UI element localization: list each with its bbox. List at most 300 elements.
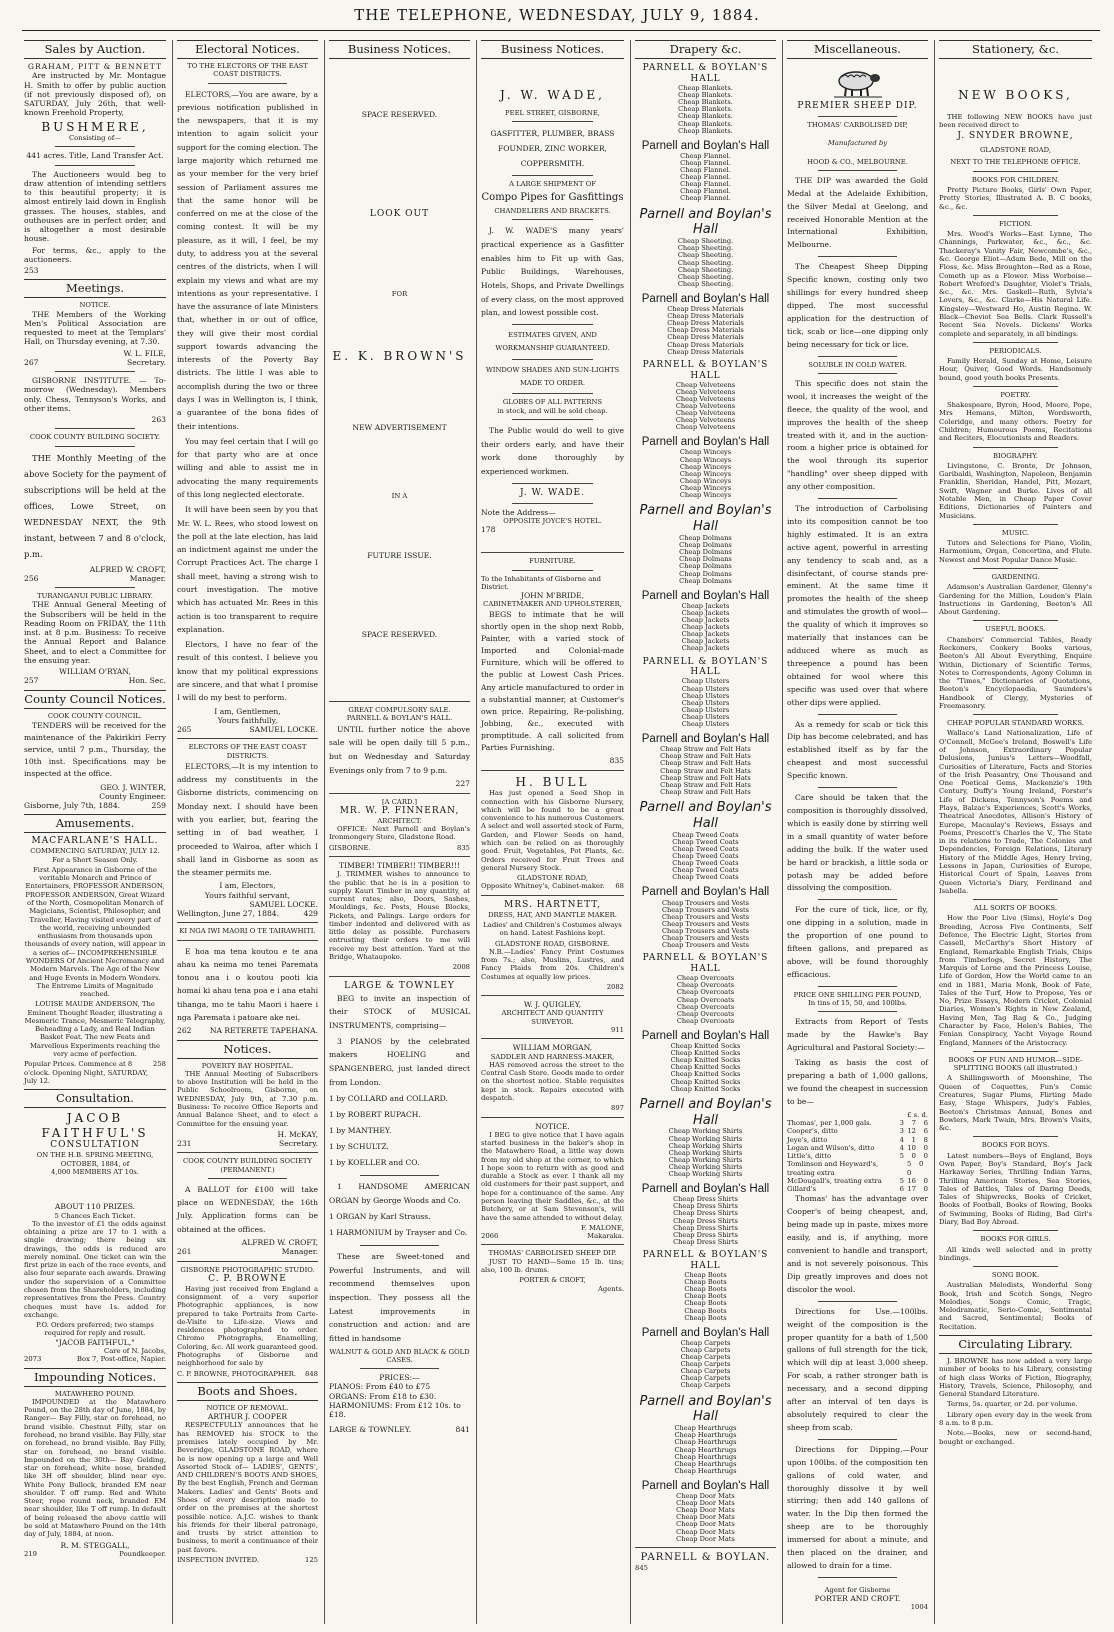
- item-name: Dress Materials: [690, 312, 744, 321]
- photographer-name: C. P. BROWNE: [208, 1273, 287, 1284]
- drapery-items: [635, 1493, 776, 1543]
- item-name: Overcoats: [700, 974, 735, 983]
- cheap-label: Cheap: [684, 1306, 706, 1315]
- item-name: Working Shirts: [692, 1163, 743, 1172]
- item-name: Velveteens: [699, 394, 736, 403]
- pound-title: MATAWHERO POUND.: [54, 1389, 136, 1398]
- item-name: Ulsters: [705, 698, 730, 707]
- cheap-label: Cheap: [684, 1313, 706, 1322]
- ad-number: 219: [24, 1549, 37, 1558]
- item-name: Velveteens: [699, 423, 736, 432]
- cheap-label: Cheap: [674, 1424, 696, 1433]
- globes-stock: in stock, and will be sold cheap.: [497, 406, 608, 415]
- cheap-label: Cheap: [684, 1292, 706, 1301]
- item-name: Sheeting.: [701, 279, 734, 288]
- column-heading: Miscellaneous.: [787, 40, 928, 59]
- drapery-item: [635, 578, 776, 585]
- trade: DRESS, HAT, AND MANTLE MAKER.: [488, 910, 617, 919]
- cheap-label: Cheap: [680, 1338, 702, 1347]
- cheap-label: Cheap: [673, 1230, 695, 1239]
- photo-text: Having just received from England a consignment of a very superior Photographic appliances, is now prepared to take Portraits from Carte-de-Visite to Life-size. Views and residences photographed to order. Chromo Photographs, Enamelling, Coloring, &c. All work guaranteed good. Photographs of Gisborne and neighborhood for sale by: [177, 1284, 318, 1368]
- item-name: Boots: [707, 1285, 727, 1294]
- cheap-label: Cheap: [670, 1084, 692, 1093]
- trade-line: COPPERSMITH.: [520, 159, 585, 169]
- cheap-label: Cheap: [661, 926, 684, 935]
- cheap-label: Cheap: [678, 83, 700, 92]
- cheap-label: Cheap: [675, 394, 698, 403]
- item-name: Working Shirts: [692, 1155, 743, 1164]
- dip-cost: [892, 1144, 928, 1152]
- hartnett-text: Ladies' and Children's Costumes always on hand. Latest Fashions kept.: [483, 920, 622, 938]
- item-name: Door Mats: [699, 1506, 735, 1515]
- cheap-label: Cheap: [673, 1237, 695, 1246]
- dip-paragraph: As a remedy for scab or tick this Dip has become celebrated, and has established itself as by far the cheapest and most successful Specific known.: [787, 719, 928, 781]
- look-out: LOOK OUT: [369, 209, 430, 220]
- item-name: Flannel.: [703, 158, 731, 167]
- hall-heading: Parnell and Boylan's Hall: [641, 886, 770, 899]
- book-section-heading: CHEAP POPULAR STANDARD WORKS.: [947, 719, 1084, 728]
- table-row: [787, 1152, 928, 1160]
- drapery-item: [635, 721, 776, 728]
- wade-text: J. W. WADE'S many years' practical experience as a Gasfitter enables him to Fit up with Gas, Public Buildings, Warehouses, Hotels, Shops, and Private Dwellings of every class, on the most approved plan, and lowest possible cost.: [481, 226, 624, 318]
- cost-s: 10: [907, 1143, 916, 1152]
- compo-pipes: Compo Pipes for Gasfittings: [481, 191, 624, 203]
- item-name: Hearthrugs: [697, 1466, 737, 1475]
- cost-s: 17: [907, 1185, 916, 1194]
- book-section-text: Mrs. Wood's Works—East Lynne, The Channings, Parkwater, &c., &c., &c. Thackeray's Vanity Fair, Newcombe's, &c., &c. George Eliot—Adam Bede, Mill on the Floss, &c. Miss Broughton—Red as a Rose, Cometh up as a Flower. Miss Worboise—Robert Wreford's Daughter, Violet's Trials, &c., &c. Mrs. Gaskell—Ruth, Sylvia's Lovers, &c., &c. Clarke—His Natural Life. Kingsley—Westward Ho, Austin Regina. W. Black—Cheviot Sea Bells. Clark Russell's Recent Sea Novels. Dickens' Works complete and separately, in all bindings.: [939, 230, 1092, 338]
- ad-number: 253: [24, 266, 39, 276]
- cheap-label: Cheap: [681, 637, 704, 646]
- item-name: Blankets.: [701, 105, 733, 114]
- hartnett-name: MRS. HARTNETT,: [504, 899, 601, 910]
- table-row: [787, 1136, 928, 1144]
- section-heading: Meetings.: [24, 279, 166, 298]
- notice-title: POVERTY BAY HOSPITAL.: [201, 1061, 294, 1070]
- library-note: Note.—Books, new or second-hand, bought or exchanged.: [939, 1429, 1092, 1446]
- meeting: ON THE H.B. SPRING MEETING,: [36, 1151, 154, 1160]
- future-issue: FUTURE ISSUE.: [367, 550, 432, 560]
- drapery-items: [635, 382, 776, 432]
- cheap-label: Cheap: [680, 1367, 702, 1376]
- cheap-label: Cheap: [661, 941, 684, 950]
- column-electoral: [172, 40, 322, 1624]
- item-name: Straw and Felt Hats: [683, 780, 751, 789]
- price-line: PIANOS: From £40 to £75: [329, 1382, 431, 1392]
- sale-text: Are instructed by Mr. Montague H. Smith to offer by public auction (if not previously disposed of), on SATURDAY, July 26th, that well-known Freehold Property,: [24, 71, 166, 118]
- cheap-label: Cheap: [672, 873, 694, 882]
- cheap-label: Cheap: [674, 1466, 696, 1475]
- dip-sub: THOMAS' CARBOLISED DIP,: [807, 120, 908, 129]
- cheap-label: Cheap: [667, 319, 689, 328]
- masthead-rule: [22, 30, 1100, 31]
- ad-number: 841: [455, 1425, 470, 1435]
- item-name: Overcoats: [700, 981, 735, 990]
- sale-text: UNTIL further notice the above sale will be open daily till 5 p.m., but on Wednesday and Saturday Evenings only from 7 to 9 p.m.: [329, 724, 470, 775]
- drapery-item: [635, 492, 776, 499]
- morgan-name: WILLIAM MORGAN,: [512, 1043, 593, 1053]
- role: Makaraka.: [587, 1232, 624, 1241]
- cheap-label: Cheap: [670, 1070, 692, 1079]
- dip-name: McDougall's, treating extra: [787, 1176, 882, 1185]
- cost-s: 0: [919, 1160, 924, 1169]
- cheap-label: Cheap: [681, 684, 704, 693]
- box-address: Box 7, Post-office, Napier.: [76, 1355, 166, 1364]
- card-label: [A CARD.]: [382, 797, 417, 806]
- book-section-text: Australian Melodists, Wonderful Song Book, Irish and Scotch Songs, Negro Melodies, Songs Comic, Tragic, Melodramatic, Serio-Comic, Sentimental and Sacred, Sentimental; Books of Recitation.: [939, 1281, 1092, 1331]
- role: Manager.: [281, 1247, 318, 1257]
- cheap-label: Cheap: [676, 1499, 698, 1508]
- cheap-label: Cheap: [678, 98, 700, 107]
- cost-d: 0: [907, 1168, 912, 1177]
- timber-text: J. TRIMMER wishes to announce to the public that he is in a position to supply Kauri Timber in any quantity, at current rates; also, Doors, Sashes, Mouldings, &c. Posts, House Blocks, Pickets, and Palings. Large orders for timber indented and delivered with as little delay as possible. Purchasers entrusting their orders to me will receive my best attention. Yard at the Bridge, Whataupoko.: [329, 870, 470, 962]
- cheap-label: Cheap: [672, 852, 694, 861]
- ad-number: 258: [153, 1060, 166, 1069]
- cheap-label: Cheap: [681, 677, 704, 686]
- cheap-label: Cheap: [675, 402, 698, 411]
- book-section-text: Livingstone, C. Bronte, Dr Johnson, Garibaldi, Washington, Napoleon, Benjamin Franklin, Sheridan, Handel, Pitt, Mozart, Swift, Wagner and Burke. Lives of all Notable Men, in Cheap Paper Cover Editions, Dictionaries of Painters and Musicians.: [939, 461, 1092, 520]
- ballot-text: A BALLOT for £100 will take place on WEDNESDAY, the 16th July. Application forms can be obtained at the offices.: [177, 1184, 318, 1234]
- cheap-label: Cheap: [679, 484, 702, 493]
- item-name: Overcoats: [700, 1002, 735, 1011]
- item-name: Jackets: [705, 608, 730, 617]
- cheap-label: Cheap: [674, 1445, 696, 1454]
- item-name: Jackets: [705, 637, 730, 646]
- cheap-label: Cheap: [681, 630, 704, 639]
- ad-number: 231: [177, 1139, 192, 1149]
- hall-heading-script: Parnell and Boylan's Hall: [639, 1096, 772, 1128]
- cost-d: 6: [923, 1127, 928, 1136]
- dip-cost-table: [787, 1119, 928, 1194]
- cheap-label: Cheap: [660, 766, 682, 775]
- library-terms: Terms, 5s. quarter, or 2d. per volume.: [947, 1400, 1078, 1409]
- item-name: Hearthrugs: [697, 1459, 737, 1468]
- notice-title: KI NGA IWI MAORI O TE TAIRAWHITI.: [179, 927, 316, 936]
- cheap-label: Cheap: [678, 126, 700, 135]
- cheap-label: Cheap: [679, 455, 702, 464]
- dip-cost: [892, 1185, 928, 1193]
- item-name: Dress Shirts: [696, 1237, 738, 1246]
- book-section-text: Wallace's Land Nationalization, Life of O'Connell, McGee's Ireland, Boswell's Life of Johnson, Extraordinary Popular Delusions, Junius's Letters—Woodfall, Curiosities of Literature, Facts and Stories of the Irish Peasantry, One Thousand and One Poetical Gems, Mackenzie's 19th Century, Duffy's Young Ireland, Forster's Life of Dickens, Tennyson's Poems and Plays, Balzac's Experiences, Scott's Works, Theatrical Anecdotes, Allison's History of Europe, Macaulay's Reviews, Essays and Poems, Prescott's Charles the V., The State in its relations to Trade, The Colonies and Dependencies, Foreign Relations, Literary History of the Middle Ages, Henry Irving, Lessons in Japan, Curiosities of Europe, Historical Court of Spain, Leaves from Queen Victoria's Diary, Ferdinand and Isabella.: [939, 729, 1092, 895]
- item-name: Straw and Felt Hats: [683, 745, 751, 754]
- hall-heading: Parnell and Boylan's Hall: [641, 1183, 770, 1196]
- signature: ALFRED W. CROFT,: [89, 564, 166, 574]
- ad-number: 845: [635, 1563, 648, 1572]
- item-name: Door Mats: [699, 1492, 735, 1500]
- item-name: Tweed Coats: [695, 859, 739, 868]
- address-paragraph: It will have been seen by you that Mr. W. L. Rees, who stood lowest on the poll at the late election, has laid an indictment against me under the Corrupt Practices Act. The charge I shall meet, having a strong wish to court investigation. The motive which has actuated Mr. Rees in this action is too transparent to require explanation.: [177, 505, 318, 634]
- drapery-item: [635, 1239, 776, 1246]
- drapery-items: [635, 1340, 776, 1390]
- role: ARCHITECT.: [377, 816, 422, 825]
- book-section-heading: FICTION.: [998, 219, 1033, 228]
- hall-heading: Parnell and Boylan's Hall: [641, 1326, 770, 1339]
- item-name: Boots: [707, 1306, 727, 1315]
- cost-d: 0: [923, 1176, 928, 1185]
- ad-number: 2066: [481, 1232, 499, 1241]
- book-section-heading: ALL SORTS OF BOOKS.: [973, 904, 1058, 913]
- drapery-item: [635, 874, 776, 881]
- cheap-label: Cheap: [680, 180, 702, 189]
- item-name: Winceys: [703, 469, 732, 478]
- drapery-item: [635, 645, 776, 652]
- society-text: THE Monthly Meeting of the above Society for the payment of subscriptions will be held at the offices, Lowe Street, on WEDNESDAY NEXT, the 9th instant, between 7 and 8 o'clock, p.m.: [24, 452, 166, 559]
- item-name: Boots: [707, 1278, 727, 1287]
- dip-paragraph: For the cure of tick, lice, or fly, one dipping in a solution, made in the proportion of one pound to fifteen gallons, and prepared as above, will be found thoroughly efficacious.: [787, 905, 928, 979]
- cheap-label: Cheap: [676, 1527, 698, 1536]
- book-sections: [939, 171, 1092, 1331]
- book-section-heading: USEFUL BOOKS.: [985, 625, 1046, 634]
- cheap-label: Cheap: [681, 623, 704, 632]
- pianos: 3 PIANOS by the celebrated makers HOELING and SPANGENBERG, just landed direct from London.: [329, 1036, 470, 1087]
- cheap-label: Cheap: [680, 1360, 702, 1369]
- cheap-label: Cheap: [678, 105, 700, 114]
- drapery-items: [635, 832, 776, 882]
- prizes: ABOUT 110 PRIZES.: [54, 1202, 136, 1212]
- item-name: Dolmans: [702, 533, 732, 542]
- ad-number: 2082: [606, 982, 624, 991]
- dip-paragraph: Thomas' has the advantage over Cooper's of being cheapest, and, being made up in paste, mixes more easily, and is, if anything, more convenient to handle and transport, and is not severely poisonous. This Dip greatly improves and does not discolor the wool.: [787, 1194, 928, 1294]
- drapery-items: [635, 900, 776, 950]
- closing: I am, Gentlemen,: [214, 706, 281, 716]
- trade-line: FOUNDER, ZINC WORKER,: [498, 144, 607, 154]
- book-section-text: Adamson's Australian Gardener, Glenny's Gardening for the Million, Loudon's Plain Instructions in Gardening, Beeton's All About Gardening.: [939, 583, 1092, 617]
- book-section-text: Pretty Picture Books, Girls' Own Paper, Pretty Stories, Illustrated A. B. C books, &c., &c.: [939, 186, 1092, 211]
- chandeliers: CHANDELIERS AND BRACKETS.: [494, 206, 611, 215]
- item-name: Sheeting.: [701, 265, 734, 274]
- table-header: £ s. d.: [907, 1110, 928, 1119]
- drapery-items: [635, 449, 776, 499]
- furniture-to: To the Inhabitants of Gisborne and District.: [481, 574, 602, 591]
- cheap-label: Cheap: [684, 1270, 706, 1279]
- cost-s: 16: [907, 1176, 916, 1185]
- cheap-label: Cheap: [676, 1016, 699, 1025]
- item-name: Dolmans: [702, 562, 732, 571]
- signature: PORTER AND CROFT.: [814, 1594, 901, 1604]
- date: Gisborne, July 7th, 1884.: [24, 801, 121, 811]
- sale-acres: 441 acres. Title, Land Transfer Act.: [26, 151, 164, 161]
- item-name: Door Mats: [699, 1527, 735, 1536]
- item-name: Hearthrugs: [697, 1438, 737, 1447]
- hall-heading-caps: PARNELL & BOYLAN'S HALL: [642, 953, 769, 975]
- architect-name: MR. W. P. FINNERAN,: [339, 805, 460, 816]
- dip-paragraph: The introduction of Carbolising into its composition cannot be too highly estimated. It is an extra active agent, powerful in arresting any tendency to scab and, as a disinfectant, of course stands pre-eminent. At the same time it promotes the health of the sheep and stimulates the growth of wool—the quality of which it improves so materially that instances can be adduced where as much as threepence a pound has been obtained for wool where this specific was used over that where other dips were applied.: [787, 504, 928, 707]
- item-name: Winceys: [703, 476, 732, 485]
- book-section-text: Chambers' Commercial Tables, Ready Reckoners, Cookery Books various, Beeton's All About Everything, Enquire Within, Dictionary of Scientific Terms, Notes to Correspondents, Agony Column in the "Times," Dictionaries of Quotations, Beeton's Encyclopaedia, Saunders's Handbook of Clergy, Mysteries of Freemasonry.: [939, 635, 1092, 710]
- cheap-label: Cheap: [678, 119, 700, 128]
- masthead: THE TELEPHONE, WEDNESDAY, JULY 9, 1884.: [354, 6, 760, 24]
- hall-heading: Parnell and Boylan's Hall: [641, 1479, 770, 1492]
- browne-name: J. SNYDER BROWNE,: [957, 131, 1074, 142]
- cheap-label: Cheap: [680, 1345, 702, 1354]
- cheap-label: Cheap: [676, 1506, 698, 1515]
- notice-title: GISBORNE PHOTOGRAPHIC STUDIO.: [180, 1265, 315, 1274]
- book-section-heading: BIOGRAPHY.: [993, 451, 1038, 460]
- cheap-label: Cheap: [667, 312, 689, 321]
- signature: PARNELL & BOYLAN.: [640, 1551, 771, 1563]
- drapery-list: [635, 63, 776, 1543]
- meeting-text: THE Members of the Working Men's Political Association are requested to meet at the Templars' Hall, on Thursday evening, at 7.30.: [24, 309, 166, 347]
- cheap-label: Cheap: [675, 380, 698, 389]
- cheap-label: Cheap: [680, 173, 702, 182]
- cheap-label: Cheap: [660, 780, 682, 789]
- notice-title: ELECTORS OF THE EAST COAST DISTRICTS.: [188, 743, 307, 760]
- item-name: Working Shirts: [692, 1170, 743, 1179]
- notice-title: TO THE ELECTORS OF THE EAST COAST DISTRICTS.: [187, 62, 308, 79]
- section-heading: County Council Notices.: [24, 690, 166, 709]
- item-name: Hearthrugs: [697, 1424, 737, 1433]
- cheap-label: Cheap: [679, 476, 702, 485]
- cheap-label: Cheap: [684, 1299, 706, 1308]
- column-sales-meetings: [20, 40, 170, 1624]
- table-row: [787, 1119, 928, 1127]
- ad-number: 68: [615, 882, 624, 891]
- ad-number: 267: [24, 357, 39, 367]
- wade-name: J. W. WADE,: [500, 88, 605, 103]
- item-name: Hearthrugs: [697, 1445, 737, 1454]
- ad-number: 261: [177, 1247, 192, 1257]
- address-paragraph: Electors, I have no fear of the result of this contest. I believe you know that my political expressions are sincere, and that what I promise I will do my best to perform.: [177, 640, 318, 703]
- manufactured: Manufactured by: [827, 139, 888, 148]
- item-name: Carpets: [704, 1360, 731, 1369]
- drapery-items: [635, 1043, 776, 1093]
- cost-d: 6: [923, 1118, 928, 1127]
- item-name: Dress Materials: [690, 326, 744, 335]
- cheap-label: Cheap: [684, 1285, 706, 1294]
- dip-cost: [892, 1119, 928, 1127]
- cheap-label: Cheap: [681, 644, 704, 653]
- drapery-item: [635, 1018, 776, 1025]
- closing: Yours faithful servant,: [204, 890, 291, 900]
- dip-paragraph: THE DIP was awarded the Gold Medal at the Adelaide Exhibition, the Silver Medal at Geelong, and received Honorable Mention at the International Exhibition, Melbourne.: [787, 175, 928, 250]
- library-open: Library open every day in the week from 8 a.m. to 8 p.m.: [939, 1410, 1092, 1428]
- item-name: Tweed Coats: [695, 866, 739, 875]
- cheap-label: Cheap: [670, 1077, 692, 1086]
- road: GLADSTONE ROAD,: [979, 146, 1052, 155]
- hall-heading-caps: PARNELL & BOYLAN'S HALL: [642, 63, 769, 84]
- drapery-item: [635, 1171, 776, 1178]
- bootmaker-name: ARTHUR J. COOPER: [207, 1412, 288, 1422]
- cheap-label: Cheap: [667, 326, 689, 335]
- cheap-label: Cheap: [670, 1041, 692, 1050]
- library-text: J. BROWNE has now added a very large number of books to his Library, consisting of high class Works of Fiction, Biography, History, Travels, Science, Philosophy, and General Standard Literature.: [939, 1357, 1092, 1399]
- sale-consisting: Consisting of—: [68, 134, 122, 143]
- item-name: Tweed Coats: [695, 844, 739, 853]
- shipment: A LARGE SHIPMENT OF: [509, 180, 596, 189]
- item-name: Knitted Socks: [694, 1070, 741, 1079]
- section-heading: Boots and Shoes.: [177, 1382, 318, 1401]
- timber-head: TIMBER! TIMBER!! TIMBER!!!: [338, 860, 461, 870]
- dip-name: Gillard's: [787, 1185, 816, 1194]
- date: OCTOBER, 1884, of: [60, 1159, 130, 1168]
- notice-title: COOK COUNTY BUILDING SOCIETY.: [29, 433, 161, 442]
- cheap-label: Cheap: [674, 1459, 696, 1468]
- brown-name: E. K. BROWN'S: [332, 348, 467, 363]
- show-text-2: LOUISE MAUDE ANDERSON, The Eminent Thought Reader, illustrating a Mesmeric Trance, Mesmeric Telegraphy, Beheading a Lady, and Real Indian Basket Feat. The new Feats and Marvellous Experiments reaching the very acme of perfection.: [24, 1000, 166, 1059]
- book-section-heading: BOOKS FOR BOYS.: [981, 1141, 1050, 1150]
- cheap-label: Cheap: [681, 713, 704, 721]
- notice-title: GREAT COMPULSORY SALE.: [348, 706, 451, 715]
- instruments-text: These are Sweet-toned and Powerful Instruments, and will recommend themselves upon inspection. They possess all the Latest improvements in construction and action: and are fitted in handsome: [329, 1252, 470, 1343]
- cheap-label: Cheap: [673, 1216, 695, 1225]
- item-name: Working Shirts: [692, 1148, 743, 1157]
- property-name: BUSHMERE,: [41, 119, 149, 134]
- item-name: Trousers and Vests: [685, 926, 750, 935]
- dip-paragraph: Extracts from Report of Tests made by the Hawke's Bay Agricultural and Pastoral Society:—: [787, 1017, 928, 1053]
- column-business-2: [476, 40, 628, 1624]
- notice-sub: (PERMANENT.): [220, 1165, 275, 1174]
- cheap-label: Cheap: [679, 541, 701, 550]
- cheap-label: Cheap: [679, 533, 701, 542]
- cheap-label: Cheap: [676, 1534, 698, 1543]
- item-name: Door Mats: [699, 1499, 735, 1508]
- drapery-item: [635, 281, 776, 288]
- space-reserved: SPACE RESERVED.: [361, 110, 438, 120]
- item-name: Knitted Socks: [694, 1077, 741, 1086]
- trade: ARCHITECT AND QUANTITY SURVEYOR.: [501, 1009, 604, 1026]
- notice-title: NOTICE OF REMOVAL.: [206, 1403, 289, 1412]
- price-line: ORGANS: From £18 to £30.: [329, 1391, 437, 1401]
- item-name: Sheeting.: [701, 258, 734, 267]
- hall-title: MACFARLANE'S HALL.: [31, 836, 159, 847]
- show-prices: Popular Prices. Commence at 8 o'clock. Opening Night, SATURDAY, July 12.: [24, 1060, 148, 1085]
- cheap-label: Cheap: [667, 333, 689, 342]
- town: GISBORNE.: [329, 843, 371, 852]
- instrument-item: 1 HARMONIUM by Trayser and Co.: [329, 1228, 468, 1238]
- section-heading: Amusements.: [24, 814, 166, 833]
- item-name: Dress Shirts: [696, 1202, 738, 1211]
- item-name: Carpets: [704, 1345, 731, 1354]
- item-name: Overcoats: [700, 1009, 735, 1018]
- item-name: Blankets.: [701, 126, 733, 135]
- drapery-item: [635, 1468, 776, 1475]
- item-name: Ulsters: [705, 691, 730, 700]
- cheap-label: Cheap: [660, 787, 682, 796]
- cheap-label: Cheap: [677, 265, 700, 274]
- cheap-label: Cheap: [681, 720, 704, 729]
- dip-paragraph: Taking as basis the cost of preparing a bath of 1,000 gallons, we found the cheapest in succession to be—: [787, 1058, 928, 1106]
- cheap-label: Cheap: [681, 705, 704, 714]
- pound-text: IMPOUNDED at the Matawhero Pound, on the 28th day of June, 1884, by Ranger— Bay Filly, star on forehead, no brand visible. Chestnut Filly, star on forehead, no brand visible. Bay Filly, star on forehead, no brand visible. Bay Filly, star on forehead, no brand visible. Impounded on the 30th— Bay Gelding, star on forehead, white nose, branded like 3H off shoulder, blind near eye. White Pony Bullock, branded EM near shoulder. T off rump. Red and White Steer, rope round neck, branded EM near shoulder, like T off rump. In default of being released the above cattle will be sold at Matawhero Pound on the 14th day of July, 1884, at noon.: [24, 1397, 166, 1539]
- hall-heading-script: Parnell and Boylan's Hall: [639, 800, 772, 831]
- cost-s: 7: [911, 1118, 916, 1127]
- opposite: Opposite Whitney's, Cabinet-maker.: [481, 882, 605, 891]
- next-to: NEXT TO THE TELEPHONE OFFICE.: [950, 158, 1081, 167]
- cheap-label: Cheap: [675, 409, 698, 418]
- notice-title: COOK COUNTY COUNCIL.: [47, 711, 143, 720]
- sheep-icon: [832, 65, 884, 99]
- column-stationery: [934, 40, 1096, 1624]
- cheap-label: Cheap: [674, 1452, 696, 1461]
- item-name: Trousers and Vests: [685, 941, 750, 950]
- cost-l: 6: [899, 1185, 904, 1194]
- globes: GLOBES OF ALL PATTERNS: [502, 398, 603, 407]
- cheap-label: Cheap: [678, 112, 700, 121]
- cheap-label: Cheap: [675, 387, 698, 396]
- library-text: THE Annual General Meeting of the Subscribers will be held in the Reading Room on FRIDAY, the 11th inst. at 8 p.m. Business: To receive the Annual Report and Balance Sheet, and to elect a Committee for the ensuing year.: [24, 600, 166, 665]
- care-of: Care of N. Jacobs,: [104, 1346, 166, 1355]
- notice-title: FURNITURE.: [529, 557, 576, 566]
- ad-number: 835: [609, 756, 624, 766]
- tins: In tins of 15, 50, and 100lbs.: [808, 999, 907, 1008]
- cases: WALNUT & GOLD AND BLACK & GOLD CASES.: [329, 1347, 470, 1364]
- item-name: Blankets.: [701, 98, 733, 107]
- cheap-label: Cheap: [679, 569, 701, 578]
- cheap-label: Cheap: [667, 347, 689, 356]
- bull-name: H. BULL: [515, 774, 590, 789]
- ad-number: 2073: [24, 1355, 42, 1364]
- hall-heading-script: Parnell and Boylan's Hall: [639, 503, 772, 535]
- ad-number: 178: [481, 525, 496, 535]
